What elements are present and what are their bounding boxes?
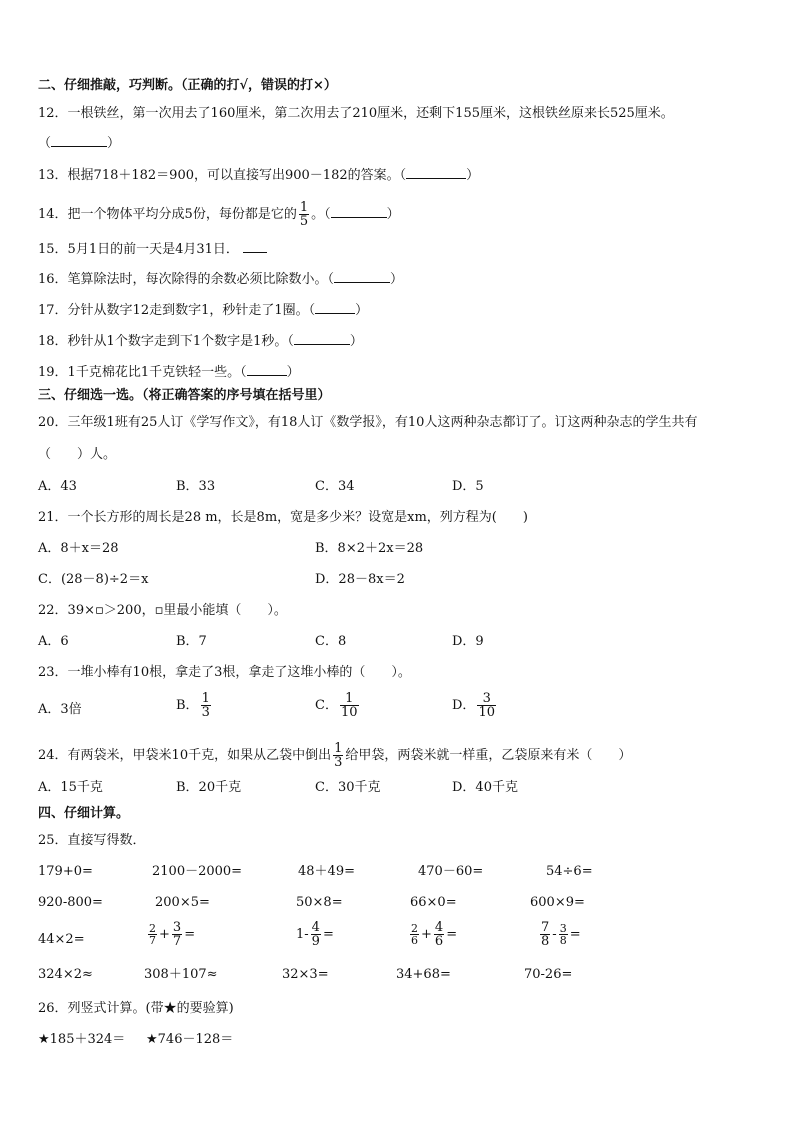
- option-d[interactable]: D．9: [452, 634, 484, 649]
- calc-item: $\frac{7}{8}$ - $\frac{3}{8}$ =: [541, 920, 581, 949]
- calc-item: 179+0=: [38, 864, 93, 879]
- option-b[interactable]: B．20千克: [176, 780, 242, 795]
- option-b[interactable]: B．7: [176, 634, 207, 649]
- calc-item: 44×2=: [38, 932, 85, 947]
- option-c[interactable]: C．8: [315, 634, 347, 649]
- question-12-answer: （ ）: [38, 136, 121, 151]
- fraction: $\frac{1}{10}$: [340, 691, 358, 720]
- question-23: 23．一堆小棒有10根，拿走了3根，拿走了这堆小棒的（ ）。: [38, 665, 411, 680]
- answer-blank[interactable]: [51, 134, 107, 147]
- option-c[interactable]: C．(28－8)÷2＝x: [38, 572, 149, 587]
- option-d[interactable]: D． $\frac{3}{10}$: [452, 691, 495, 720]
- question-20-line1: 20．三年级1班有25人订《学写作文》，有18人订《数学报》，有10人这两种杂志都订了。订这两种杂志的学生共有: [38, 415, 698, 430]
- calc-item: $\frac{2}{7}$ + $\frac{3}{7}$ =: [149, 920, 196, 949]
- question-20-line2: （ ）人。: [38, 447, 117, 462]
- question-19: 19．1千克棉花比1千克铁轻一些。（ ）: [38, 365, 300, 380]
- calc-item: 308＋107≈: [144, 967, 218, 982]
- calc-item: 66×0=: [410, 895, 457, 910]
- calc-item: 200×5=: [155, 895, 210, 910]
- option-b[interactable]: B．8×2＋2x＝28: [315, 541, 424, 556]
- question-21: 21．一个长方形的周长是28 m，长是8m，宽是多少米？设宽是xm，列方程为( ): [38, 510, 528, 525]
- calc-item: 2100－2000=: [152, 864, 243, 879]
- question-25-title: 25．直接写得数．: [38, 833, 146, 848]
- option-c[interactable]: C． $\frac{1}{10}$: [315, 691, 358, 720]
- calc-item: $\frac{2}{6}$ + $\frac{4}{6}$ =: [411, 920, 458, 949]
- option-b[interactable]: B． $\frac{1}{3}$: [176, 691, 210, 720]
- answer-blank[interactable]: [247, 363, 287, 376]
- section-3-heading: 三、仔细选一选。（将正确答案的序号填在括号里）: [38, 388, 331, 403]
- answer-blank[interactable]: [334, 270, 390, 283]
- question-13: 13．根据718＋182＝900，可以直接写出900－182的答案。（ ）: [38, 168, 480, 183]
- option-a[interactable]: A．3倍: [38, 702, 82, 717]
- calc-item: 50×8=: [296, 895, 343, 910]
- calc-item: 1- $\frac{4}{9}$ =: [296, 920, 334, 949]
- option-a[interactable]: A．8＋x＝28: [38, 541, 119, 556]
- option-d[interactable]: D．40千克: [452, 780, 518, 795]
- question-18: 18．秒针从1个数字走到下1个数字是1秒。（ ）: [38, 334, 363, 349]
- answer-blank[interactable]: [294, 332, 350, 345]
- answer-blank[interactable]: [331, 205, 387, 218]
- fraction: $\frac{1}{5}$: [299, 200, 309, 229]
- option-c[interactable]: C．34: [315, 479, 355, 494]
- option-c[interactable]: C．30千克: [315, 780, 381, 795]
- question-24: 24．有两袋米，甲袋米10千克，如果从乙袋中倒出 $\frac{1}{3}$ 给甲袋，两袋米就一样重，乙袋原来有米（ ）: [38, 741, 632, 770]
- question-16: 16．笔算除法时，每次除得的余数必须比除数小。（ ）: [38, 272, 404, 287]
- calc-item: 920-800=: [38, 895, 103, 910]
- section-4-heading: 四、仔细计算。: [38, 806, 130, 821]
- answer-blank[interactable]: [243, 240, 267, 253]
- question-17: 17．分针从数字12走到数字1，秒针走了1圈。（ ）: [38, 303, 369, 318]
- calc-item: 470－60=: [418, 864, 484, 879]
- answer-blank[interactable]: [315, 301, 355, 314]
- calc-item: 54÷6=: [546, 864, 593, 879]
- fraction: $\frac{1}{3}$: [334, 741, 343, 770]
- fraction: $\frac{3}{10}$: [478, 691, 495, 720]
- option-d[interactable]: D．28－8x＝2: [315, 572, 405, 587]
- calc-item: 34+68=: [396, 967, 451, 982]
- calc-item: ★746－128＝: [146, 1032, 234, 1047]
- calc-item: 32×3=: [282, 967, 329, 982]
- option-b[interactable]: B．33: [176, 479, 216, 494]
- calc-item: ★185＋324＝: [38, 1032, 126, 1047]
- section-2-heading: 二、仔细推敲，巧判断。（正确的打√，错误的打×）: [38, 78, 337, 93]
- fraction: $\frac{1}{3}$: [201, 691, 210, 720]
- option-d[interactable]: D．5: [452, 479, 484, 494]
- option-a[interactable]: A．43: [38, 479, 77, 494]
- question-15: 15．5月1日的前一天是4月31日．: [38, 240, 267, 259]
- calc-item: 324×2≈: [38, 967, 93, 982]
- question-14: 14．把一个物体平均分成5份，每份都是它的 $\frac{1}{5}$ 。（ ）: [38, 200, 400, 229]
- question-22: 22．39×▫＞200，▫里最小能填（ ）。: [38, 603, 287, 618]
- question-26-title: 26．列竖式计算。(带★的要验算): [38, 1001, 234, 1016]
- calc-item: 48＋49=: [298, 864, 355, 879]
- answer-blank[interactable]: [406, 166, 466, 179]
- option-a[interactable]: A．15千克: [38, 780, 103, 795]
- option-a[interactable]: A．6: [38, 634, 69, 649]
- question-12: [38, 105, 674, 123]
- question-12-text: 12．一根铁丝，第一次用去了160厘米，第二次用去了210厘米，还剩下155厘米，这根铁丝原来长525厘米。: [38, 106, 674, 121]
- calc-item: 70-26=: [524, 967, 573, 982]
- calc-item: 600×9=: [530, 895, 585, 910]
